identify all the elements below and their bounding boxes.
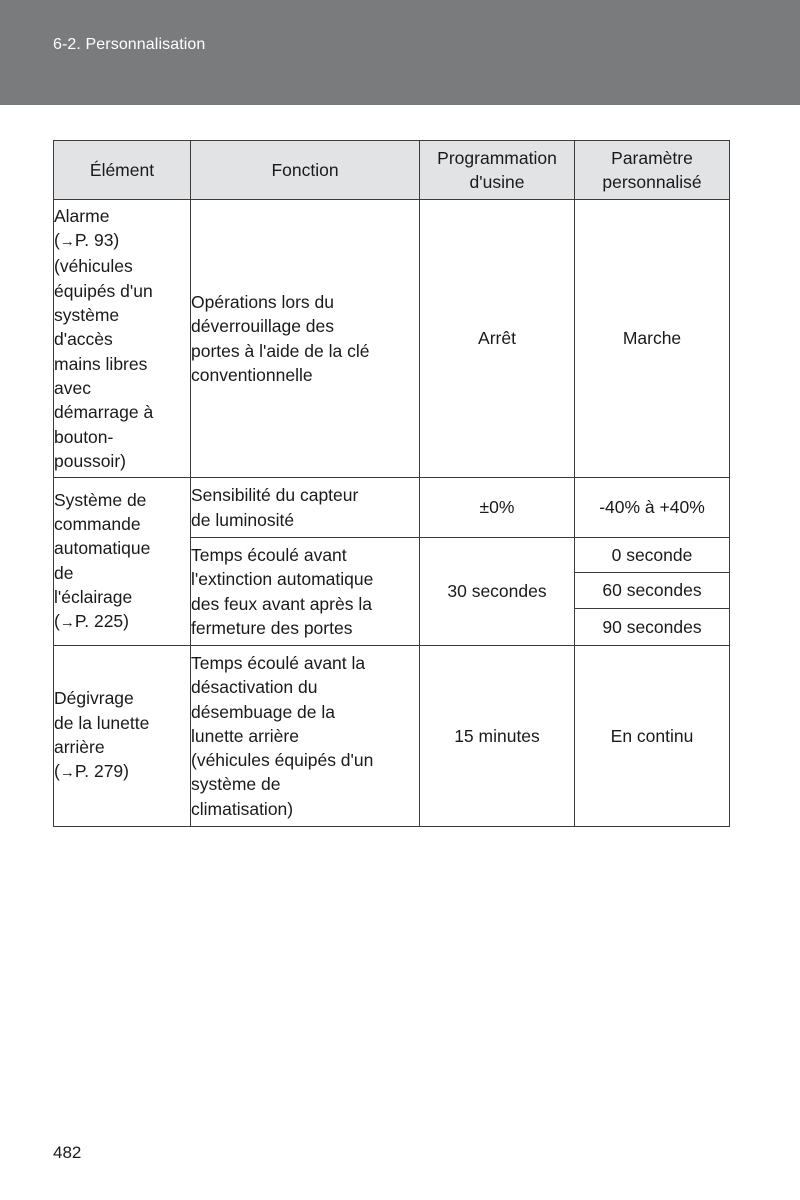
factory-setting-cell: 30 secondes xyxy=(420,538,575,646)
custom-setting-cell: En continu xyxy=(575,646,730,827)
table-header-row xyxy=(54,141,730,200)
custom-setting-cell: 90 secondes xyxy=(575,609,730,646)
arrow-right-icon: → xyxy=(59,764,75,782)
function-cell: Temps écoulé avant la désactivation du désembuage de la lunette arrière (véhicules équipés d'un système de climatisation) xyxy=(191,646,420,827)
custom-setting-cell: 60 secondes xyxy=(575,573,730,609)
arrow-right-icon: → xyxy=(59,233,75,251)
customization-table xyxy=(53,140,730,827)
factory-setting-cell: Arrêt xyxy=(420,200,575,478)
element-rear-defogger: Dégivrage de la lunette arrière (→P. 279) xyxy=(54,646,191,827)
header-custom-setting: Paramètre personnalisé xyxy=(575,141,730,200)
function-cell: Temps écoulé avant l'extinction automatique des feux avant après la fermeture des portes xyxy=(191,538,420,646)
custom-setting-cell: Marche xyxy=(575,200,730,478)
header-factory-setting: Programmation d'usine xyxy=(420,141,575,200)
custom-setting-cell: -40% à +40% xyxy=(575,478,730,538)
element-alarm: Alarme (→P. 93) (véhicules équipés d'un système d'accès mains libres avec démarrage à bouton- poussoir) xyxy=(54,200,191,478)
table-row xyxy=(54,646,730,827)
function-cell: Sensibilité du capteur de luminosité xyxy=(191,478,420,538)
table-row xyxy=(54,200,730,478)
header-function: Fonction xyxy=(191,141,420,200)
table-row xyxy=(54,478,730,538)
custom-setting-cell: 0 seconde xyxy=(575,538,730,573)
factory-setting-cell: ±0% xyxy=(420,478,575,538)
section-title: 6-2. Personnalisation xyxy=(53,36,206,53)
page-number: 482 xyxy=(53,1143,82,1162)
header-band xyxy=(0,0,800,105)
header-element: Élément xyxy=(54,141,191,200)
arrow-right-icon: → xyxy=(59,614,75,632)
factory-setting-cell: 15 minutes xyxy=(420,646,575,827)
function-cell: Opérations lors du déverrouillage des portes à l'aide de la clé conventionnelle xyxy=(191,200,420,478)
element-auto-lighting: Système de commande automatique de l'éclairage (→P. 225) xyxy=(54,478,191,646)
